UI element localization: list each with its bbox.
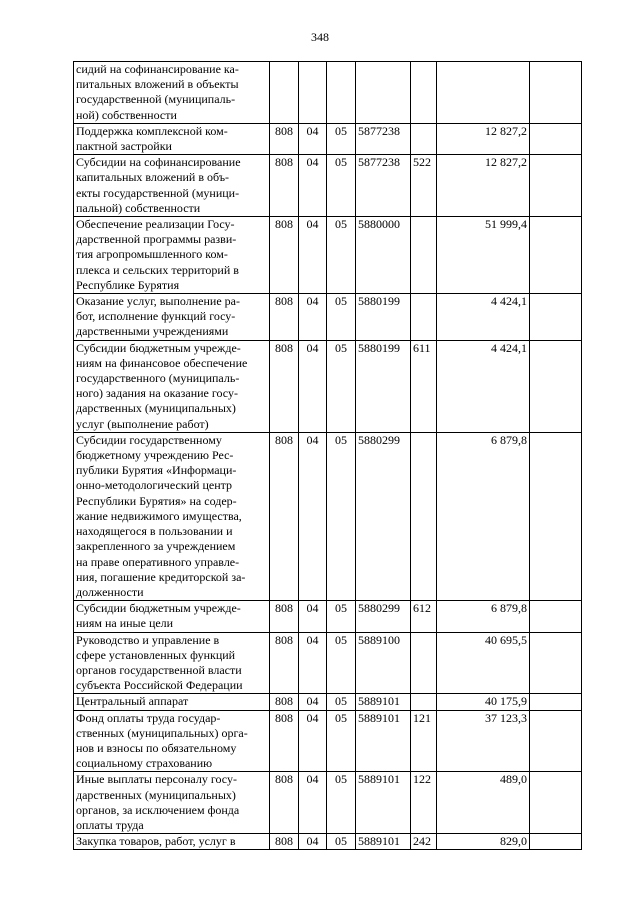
name-line: оплаты труда [76,817,144,832]
name-line: капитальных вложений в объ- [76,170,230,185]
cell-amount: 4 424,1 [437,294,530,341]
cell-empty [530,710,582,772]
name-line: бюджетному учреждению Рес- [76,448,234,463]
table-body [74,62,582,850]
name-line: онно-методологический центр [76,478,232,493]
name-line: Республики Бурятия» на содер- [76,493,237,508]
cell-section: 04 [299,155,327,217]
name-line: пактной застройки [76,139,172,154]
cell-name [74,432,270,600]
name-line: закрепленного за учреждением [76,539,236,554]
cell-expense-type: 612 [411,601,437,632]
name-line: пальной) собственности [76,200,201,215]
name-line: Центральный аппарат [76,694,189,709]
name-line: органов, за исключением фонда [76,802,240,817]
cell-amount: 51 999,4 [437,217,530,294]
name-line: ственных (муниципальных) орга- [76,725,248,740]
budget-table [73,61,582,850]
cell-target-item: 5889100 [356,632,411,694]
cell-section: 04 [299,694,327,710]
cell-target-item: 5880299 [356,601,411,632]
name-line: субъекта Российской Федерации [76,678,243,693]
cell-section: 04 [299,834,327,850]
table-row [74,432,582,600]
cell-target-item: 5877238 [356,155,411,217]
cell-name [74,294,270,341]
cell-section: 04 [299,710,327,772]
name-line: сфере установленных функций [76,647,236,662]
name-line: бот, исполнение функций госу- [76,309,236,324]
name-line: тия агропромышленного ком- [76,247,228,262]
cell-amount [437,62,530,124]
cell-ved: 808 [270,432,299,600]
cell-section [299,62,327,124]
name-line: ной) собственности [76,107,177,122]
name-line: питальных вложений в объекты [76,77,239,92]
table-row [74,123,582,154]
cell-amount: 40 175,9 [437,694,530,710]
page-number: 348 [311,30,329,44]
cell-subsection: 05 [327,432,356,600]
cell-ved: 808 [270,834,299,850]
cell-subsection: 05 [327,834,356,850]
table-row [74,340,582,432]
cell-amount: 12 827,2 [437,123,530,154]
cell-name [74,123,270,154]
cell-expense-type [411,694,437,710]
name-line: жание недвижимого имущества, [76,508,242,523]
name-line: публики Бурятия «Информаци- [76,463,237,478]
cell-amount: 37 123,3 [437,710,530,772]
cell-expense-type: 242 [411,834,437,850]
table-row [74,155,582,217]
cell-expense-type [411,123,437,154]
table-row [74,601,582,632]
cell-expense-type: 122 [411,772,437,834]
name-line: Оказание услуг, выполнение ра- [76,294,240,309]
name-line: нов и взносы по обязательному [76,740,237,755]
cell-section: 04 [299,123,327,154]
cell-ved: 808 [270,710,299,772]
table-row [74,632,582,694]
name-line: Закупка товаров, работ, услуг в [76,834,236,849]
cell-empty [530,601,582,632]
name-line: дарственной программы разви- [76,232,237,247]
cell-subsection: 05 [327,123,356,154]
cell-section: 04 [299,432,327,600]
cell-section: 04 [299,601,327,632]
cell-subsection: 05 [327,694,356,710]
name-line: услуг (выполнение работ) [76,416,209,431]
name-line: екты государственной (муници- [76,185,240,200]
name-line: ниям на финансовое обеспечение [76,355,248,370]
cell-section: 04 [299,772,327,834]
cell-expense-type: 611 [411,340,437,432]
cell-ved: 808 [270,294,299,341]
name-line: плекса и сельских территорий в [76,262,239,277]
cell-name [74,710,270,772]
cell-subsection: 05 [327,601,356,632]
cell-empty [530,694,582,710]
name-line: ния, погашение кредиторской за- [76,569,246,584]
cell-amount: 40 695,5 [437,632,530,694]
cell-subsection: 05 [327,632,356,694]
cell-expense-type: 522 [411,155,437,217]
cell-empty [530,155,582,217]
table-row [74,834,582,850]
cell-target-item: 5880199 [356,340,411,432]
name-line: дарственных (муниципальных) [76,787,236,802]
cell-empty [530,632,582,694]
name-line: социальному страхованию [76,756,213,771]
table-row [74,710,582,772]
cell-name [74,601,270,632]
cell-target-item: 5889101 [356,710,411,772]
name-line: ного) задания на оказание госу- [76,386,238,401]
table-row [74,294,582,341]
cell-subsection: 05 [327,155,356,217]
cell-target-item: 5889101 [356,694,411,710]
cell-expense-type [411,294,437,341]
name-line: Руководство и управление в [76,632,220,647]
name-line: на праве оперативного управле- [76,554,240,569]
cell-name [74,217,270,294]
cell-empty [530,772,582,834]
cell-name [74,62,270,124]
cell-ved [270,62,299,124]
table-row [74,62,582,124]
cell-amount: 6 879,8 [437,601,530,632]
cell-target-item: 5880000 [356,217,411,294]
cell-name [74,155,270,217]
cell-ved: 808 [270,340,299,432]
cell-section: 04 [299,632,327,694]
cell-ved: 808 [270,772,299,834]
cell-ved: 808 [270,694,299,710]
name-line: Субсидии государственному [76,432,222,447]
name-line: государственной (муниципаль- [76,92,236,107]
name-line: находящегося в пользовании и [76,524,233,539]
cell-section: 04 [299,217,327,294]
cell-target-item: 5880199 [356,294,411,341]
cell-target-item: 5877238 [356,123,411,154]
cell-empty [530,217,582,294]
cell-subsection: 05 [327,710,356,772]
cell-amount: 12 827,2 [437,155,530,217]
name-line: сидий на софинансирование ка- [76,62,239,76]
cell-empty [530,834,582,850]
cell-ved: 808 [270,217,299,294]
cell-empty [530,432,582,600]
cell-name [74,694,270,710]
name-line: Субсидии бюджетным учрежде- [76,340,241,355]
cell-subsection: 05 [327,340,356,432]
cell-target-item [356,62,411,124]
cell-subsection [327,62,356,124]
cell-amount: 4 424,1 [437,340,530,432]
cell-subsection: 05 [327,217,356,294]
table-row [74,772,582,834]
name-line: органов государственной власти [76,662,242,677]
name-line: дарственными учреждениями [76,324,229,339]
cell-name [74,340,270,432]
name-line: ниям на иные цели [76,616,174,631]
name-line: Республике Бурятия [76,277,180,292]
cell-name [74,632,270,694]
name-line: Поддержка комплексной ком- [76,123,228,138]
cell-subsection: 05 [327,772,356,834]
cell-target-item: 5889101 [356,772,411,834]
name-line: Субсидии на софинансирование [76,155,241,170]
cell-name [74,772,270,834]
cell-empty [530,294,582,341]
table-row [74,217,582,294]
cell-empty [530,340,582,432]
cell-expense-type [411,217,437,294]
cell-amount: 6 879,8 [437,432,530,600]
cell-amount: 489,0 [437,772,530,834]
cell-name [74,834,270,850]
cell-subsection: 05 [327,294,356,341]
name-line: дарственных (муниципальных) [76,401,236,416]
cell-section: 04 [299,294,327,341]
cell-ved: 808 [270,601,299,632]
cell-empty [530,62,582,124]
cell-ved: 808 [270,123,299,154]
name-line: долженности [76,584,144,599]
cell-expense-type [411,632,437,694]
cell-amount: 829,0 [437,834,530,850]
cell-section: 04 [299,340,327,432]
name-line: Иные выплаты персоналу госу- [76,772,237,787]
cell-expense-type [411,432,437,600]
cell-target-item: 5889101 [356,834,411,850]
name-line: Фонд оплаты труда государ- [76,710,221,725]
name-line: Обеспечение реализации Госу- [76,217,235,232]
cell-ved: 808 [270,155,299,217]
name-line: Субсидии бюджетным учрежде- [76,601,241,616]
name-line: государственного (муниципаль- [76,371,240,386]
cell-target-item: 5880299 [356,432,411,600]
cell-empty [530,123,582,154]
cell-expense-type [411,62,437,124]
table-row [74,694,582,710]
cell-expense-type: 121 [411,710,437,772]
cell-ved: 808 [270,632,299,694]
